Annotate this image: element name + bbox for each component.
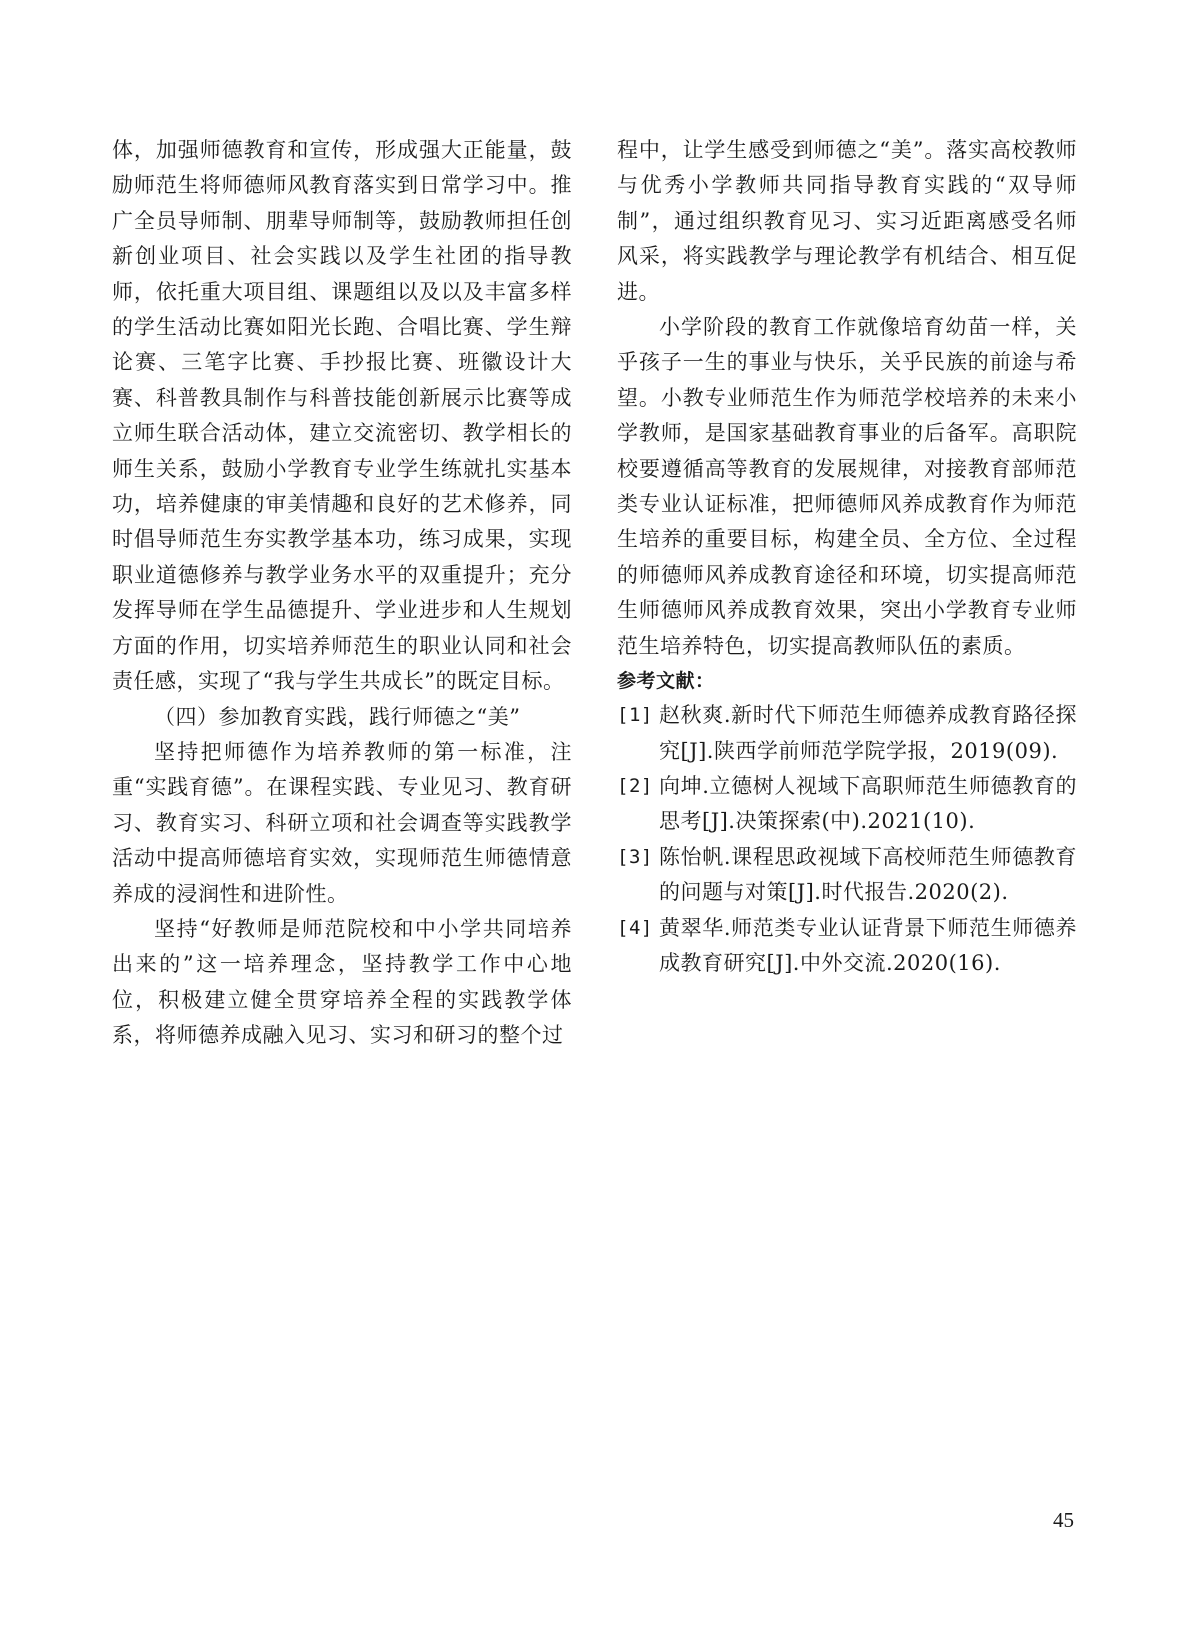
reference-number: [2] [617,774,653,797]
left-paragraph-3: 坚持“好教师是师范院校和中小学共同培养出来的”这一培养理念，坚持教学工作中心地位，积极建立健全贯穿培养全程的实践教学体系，将师德养成融入见习、实习和研习的整个过 [112,916,572,1048]
reference-text: 向坤.立德树人视域下高职师范生师德教育的思考[J].决策探索(中).2021(10). [659,773,1077,834]
reference-number: [1] [617,704,653,727]
right-column [617,133,1077,981]
right-paragraph-1: 程中，让学生感受到师德之“美”。落实高校教师与优秀小学教师共同指导教育实践的“双导师制”，通过组织教育见习、实习近距离感受名师风采，将实践教学与理论教学有机结合、相互促进。 [617,138,1077,304]
reference-text: 陈怡帆.课程思政视域下高校师范生师德教育的问题与对策[J].时代报告.2020(2). [659,844,1077,905]
reference-item [617,698,1077,769]
references-title: 参考文献： [617,670,715,693]
left-paragraph-1: 体，加强师德教育和宣传，形成强大正能量，鼓励师范生将师德师风教育落实到日常学习中。推广全员导师制、朋辈导师制等，鼓励教师担任创新创业项目、社会实践以及学生社团的指导教师，依托重大项目组、课题组以及以及丰富多样的学生活动比赛如阳光长跑、合唱比赛、学生辩论赛、三笔字比赛、手抄报比赛、班徽设计大赛、科普教具制作与科普技能创新展示比赛等成立师生联合活动体，建立交流密切、教学相长的师生关系，鼓励小学教育专业学生练就扎实基本功，培养健康的审美情趣和良好的艺术修养，同时倡导师范生夯实教学基本功，练习成果，实现职业道德修养与教学业务水平的双重提升；充分发挥导师在学生品德提升、学业进步和人生规划方面的作用，切实培养师范生的职业认同和社会责任感，实现了“我与学生共成长”的既定目标。 [112,138,572,694]
page-number: 45 [1053,1508,1074,1532]
reference-item [617,840,1077,911]
reference-number: [4] [617,916,653,939]
reference-item [617,911,1077,982]
right-paragraph-2: 小学阶段的教育工作就像培育幼苗一样，关乎孩子一生的事业与快乐，关乎民族的前途与希望。小教专业师范生作为师范学校培养的未来小学教师，是国家基础教育事业的后备军。高职院校要遵循高等教育的发展规律，对接教育部师范类专业认证标准，把师德师风养成教育作为师范生培养的重要目标，构建全员、全方位、全过程的师德师风养成教育途径和环境，切实提高师范生师德师风养成教育效果，突出小学教育专业师范生培养特色，切实提高教师队伍的素质。 [617,315,1077,658]
reference-text: 赵秋爽.新时代下师范生师德养成教育路径探究[J].陕西学前师范学院学报，2019(09). [659,703,1077,763]
left-column [112,133,572,1054]
reference-text: 黄翠华.师范类专业认证背景下师范生师德养成教育研究[J].中外交流.2020(16). [659,915,1077,975]
left-paragraph-2: 坚持把师德作为培养教师的第一标准，注重“实践育德”。在课程实践、专业见习、教育研习、教育实习、科研立项和社会调查等实践教学活动中提高师德培育实效，实现师范生师德情意养成的浸润性和进阶性。 [112,739,572,906]
references-list [617,698,1077,981]
reference-item [617,769,1077,840]
reference-number: [3] [617,845,653,868]
section-heading-4: （四）参加教育实践，践行师德之“美” [154,704,521,729]
